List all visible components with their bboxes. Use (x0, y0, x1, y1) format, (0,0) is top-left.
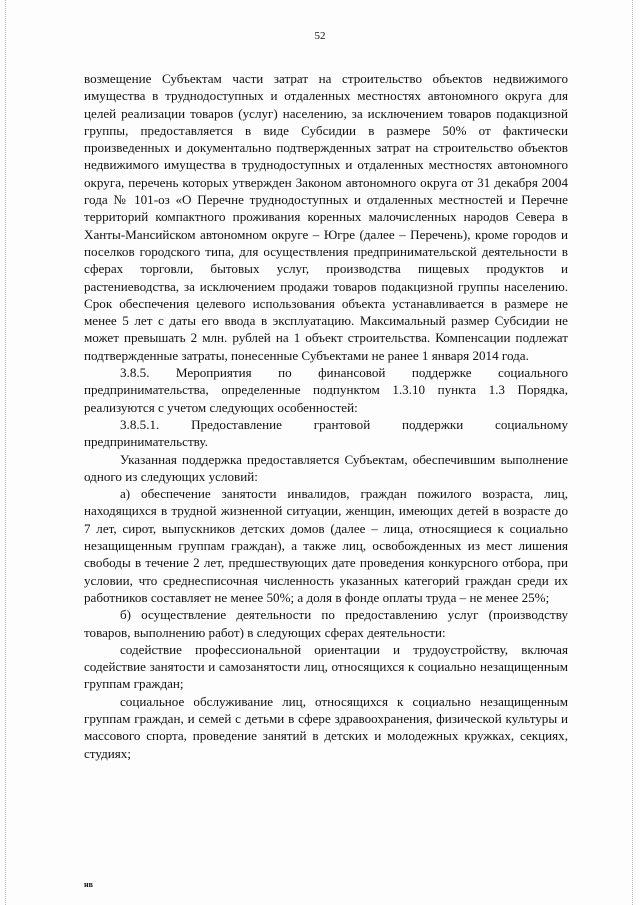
paragraph-condition-b: б) осуществление деятельности по предоставлению услуг (производству товаров, выполнению работ) в следующих сферах деятельности: (84, 607, 568, 640)
paragraph-social-services: социальное обслуживание лиц, относящихся к социально незащищенным группам граждан, и семей с детьми в сфере здравоохранения, физической культуры и массового спорта, проведение занятий в детских и молодежных кружках, секциях, студиях; (84, 693, 568, 761)
paragraph-support-conditions: Указанная поддержка предоставляется Субъектам, обеспечившим выполнение одного из следующих условий: (84, 451, 568, 484)
scan-edge-left (5, 0, 6, 905)
paragraph-subsidy-construction: возмещение Субъектам части затрат на строительство объектов недвижимого имущества в труднодоступных и отдаленных местностях автономного округа для целей реализации товаров (услуг) населению, за исключением товаров подакцизной группы, предоставляется в виде Субсидии в размере 50% от фактически произведенных и документально подтвержденных затрат на строительство объектов недвижимого имущества в труднодоступных и отдаленных местностях автономного округа, перечень которых утвержден Законом автономного округа от 31 декабря 2004 года № 101-оз «О Перечне труднодоступных и отдаленных местностей и Перечне территорий компактного проживания коренных малочисленных народов Севера в Ханты-Мансийском автономном округе – Югре (далее – Перечень), кроме городов и поселков городского типа, для осуществления предпринимательской деятельности в сферах торговли, бытовых услуг, производства пищевых продуктов и растениеводства, за исключением продажи товаров подакцизной группы населению. Срок обеспечения целевого использования объекта устанавливается в размере не менее 5 лет с даты его ввода в эксплуатацию. Максимальный размер Субсидии не может превышать 2 млн. рублей на 1 объект строительства. Компенсации подлежат подтвержденные затраты, понесенные Субъектами не ранее 1 января 2014 года. (84, 71, 568, 363)
document-body (84, 70, 568, 762)
footer-initials: нв (84, 880, 93, 889)
paragraph-3-8-5-1: 3.8.5.1. Предоставление грантовой поддержки социальному предпринимательству. (84, 416, 568, 450)
page-number: 52 (314, 30, 326, 42)
paragraph-3-8-5: 3.8.5. Мероприятия по финансовой поддержке социального предпринимательства, определенные подпунктом 1.3.10 пункта 1.3 Порядка, реализуются с учетом следующих особенностей: (84, 365, 568, 415)
paragraph-career-guidance: содействие профессиональной ориентации и трудоустройству, включая содействие занятости и самозанятости лиц, относящихся к социально незащищенным группам граждан; (84, 641, 568, 692)
paragraph-condition-a: а) обеспечение занятости инвалидов, граждан пожилого возраста, лиц, находящихся в трудной жизненной ситуации, женщин, имеющих детей в возрасте до 7 лет, сирот, выпускников детских домов (далее – лица, относящиеся к социально незащищенным группам граждан), а также лиц, освобожденных из мест лишения свободы в течение 2 лет, предшествующих дате проведения конкурсного отбора, при условии, что среднесписочная численность указанных категорий граждан среди их работников составляет не менее 50%; а доля в фонде оплаты труда – не менее 25%; (84, 486, 568, 605)
scan-edge-right (632, 0, 633, 905)
